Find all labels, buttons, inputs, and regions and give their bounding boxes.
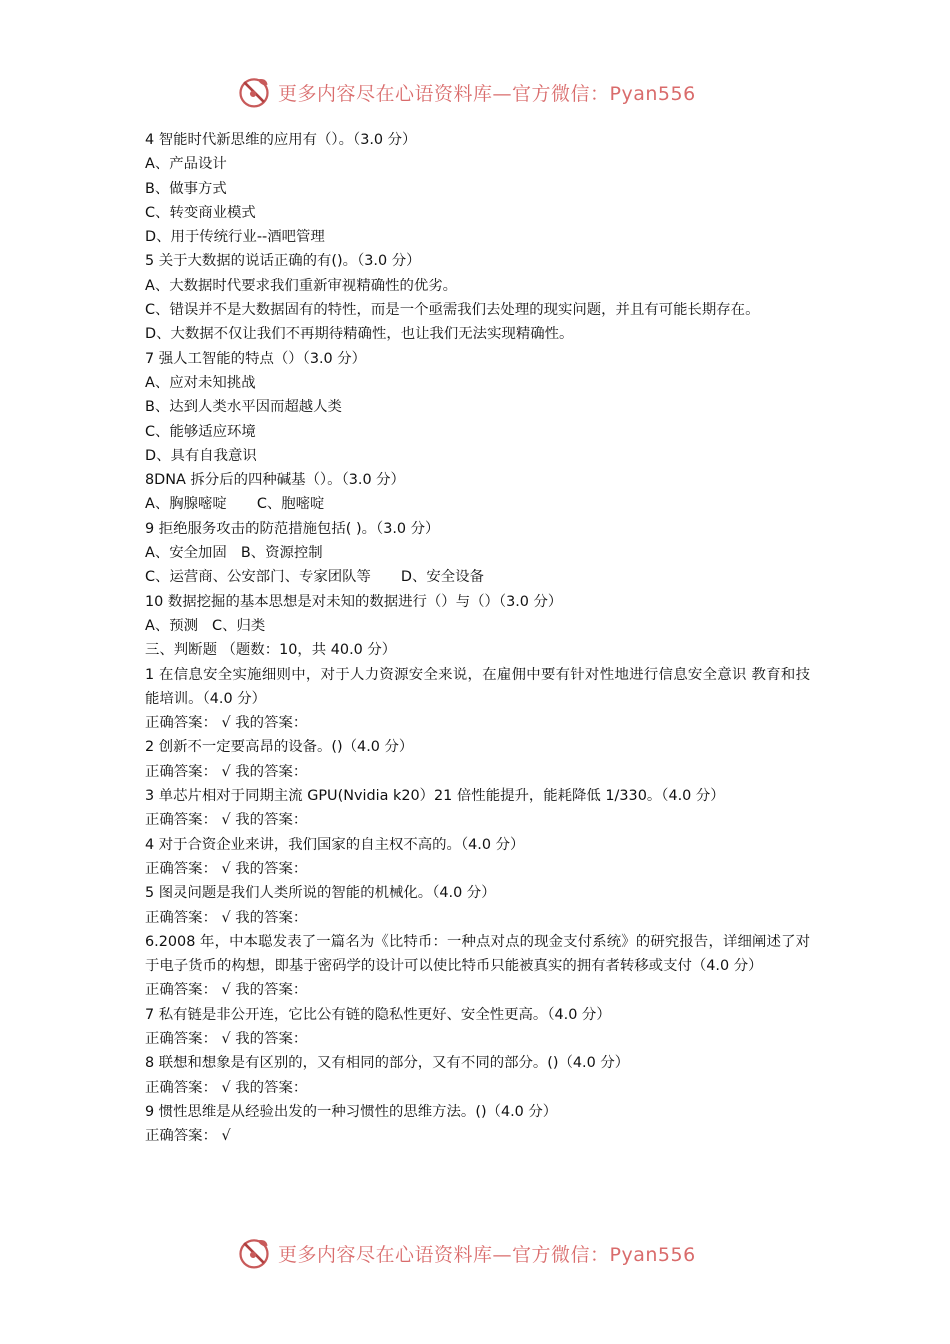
option-text: A、应对未知挑战 [145,374,256,391]
question-text: 6.2008 年，中本聪发表了一篇名为《比特币：一种点对点的现金支付系统》的研究报告，详细阐述了对于电子货币的构想，即基于密码学的设计可以使比特币只能被真实的拥有者转移或支付（4.0 分） [145,933,810,975]
option-text: D、具有自我意识 [145,447,257,464]
question-text: 9 惯性思维是从经验出发的一种习惯性的思维方法。()（4.0 分） [145,1103,558,1120]
option-text: D、大数据不仅让我们不再期待精确性，也让我们无法实现精确性。 [145,326,574,343]
option-text: A、安全加固 [145,545,227,562]
option-text: A、预测 [145,617,199,634]
section-heading: 三、判断题 （题数：10，共 40.0 分） [145,642,397,659]
option-text: C、运营商、公安部门、专家团队等 [145,569,371,586]
answer-line: 正确答案： √ 我的答案： [145,1030,308,1047]
question-text: 8 联想和想象是有区别的，又有相同的部分，又有不同的部分。()（4.0 分） [145,1055,630,1072]
question-text: 4 智能时代新思维的应用有（）。（3.0 分） [145,132,417,148]
option-text: D、用于传统行业--酒吧管理 [145,229,325,246]
answer-line: 正确答案： √ [145,1128,231,1145]
option-text: A、大数据时代要求我们重新审视精确性的优劣。 [145,277,458,294]
question-text: 3 单芯片相对于同期主流 GPU(Nvidia k20）21 倍性能提升，能耗降低 1/330。（4.0 分） [145,788,725,805]
question-text: 7 强人工智能的特点（）（3.0 分） [145,350,367,367]
watermark-logo-icon [236,1235,272,1271]
option-text: C、错误并不是大数据固有的特性，而是一个亟需我们去处理的现实问题，并且有可能长期存在。 [145,302,760,319]
question-text: 5 图灵问题是我们人类所说的智能的机械化。（4.0 分） [145,885,496,902]
option-text: B、做事方式 [145,180,227,197]
answer-line: 正确答案： √ 我的答案： [145,860,308,877]
option-text: C、能够适应环境 [145,423,256,440]
option-text: C、胞嘧啶 [256,496,325,513]
option-text: C、归类 [212,617,266,634]
document-body [145,128,810,1148]
answer-line: 正确答案： √ 我的答案： [145,982,308,999]
option-row [145,614,810,638]
question-text: 10 数据挖掘的基本思想是对未知的数据进行（）与（）（3.0 分） [145,593,563,610]
watermark-footer [236,1233,696,1273]
answer-line: 正确答案： √ 我的答案： [145,763,308,780]
question-text: 1 在信息安全实施细则中，对于人力资源安全来说，在雇佣中要有针对性地进行信息安全意识 教育和技能培训。（4.0 分） [145,666,810,707]
option-text: B、达到人类水平因而超越人类 [145,399,342,416]
question-text: 2 创新不一定要高昂的设备。()（4.0 分） [145,739,414,756]
question-text: 7 私有链是非公开连，它比公有链的隐私性更好、安全性更高。（4.0 分） [145,1006,611,1023]
question-text: 5 关于大数据的说话正确的有()。（3.0 分） [145,253,421,270]
option-row [145,541,810,565]
answer-line: 正确答案： √ 我的答案： [145,909,308,926]
answer-line: 正确答案： √ 我的答案： [145,715,308,732]
option-row [145,492,810,516]
question-text: 8DNA 拆分后的四种碱基（）。（3.0 分） [145,472,405,489]
option-text: C、转变商业模式 [145,204,256,221]
answer-line: 正确答案： √ 我的答案： [145,812,308,829]
answer-line: 正确答案： √ 我的答案： [145,1079,308,1096]
option-row [145,565,810,589]
watermark-text: 更多内容尽在心语资料库—官方微信：Pyan556 [278,1243,696,1266]
watermark-header [236,72,696,112]
watermark-text: 更多内容尽在心语资料库—官方微信：Pyan556 [278,82,696,105]
question-text: 4 对于合资企业来讲，我们国家的自主权不高的。（4.0 分） [145,836,525,853]
option-text: A、产品设计 [145,156,227,173]
option-text: A、胸腺嘧啶 [145,496,227,513]
option-text: B、资源控制 [240,545,323,562]
watermark-logo-icon [236,74,272,110]
option-text: D、安全设备 [400,569,484,586]
question-text: 9 拒绝服务攻击的防范措施包括( )。（3.0 分） [145,520,440,537]
